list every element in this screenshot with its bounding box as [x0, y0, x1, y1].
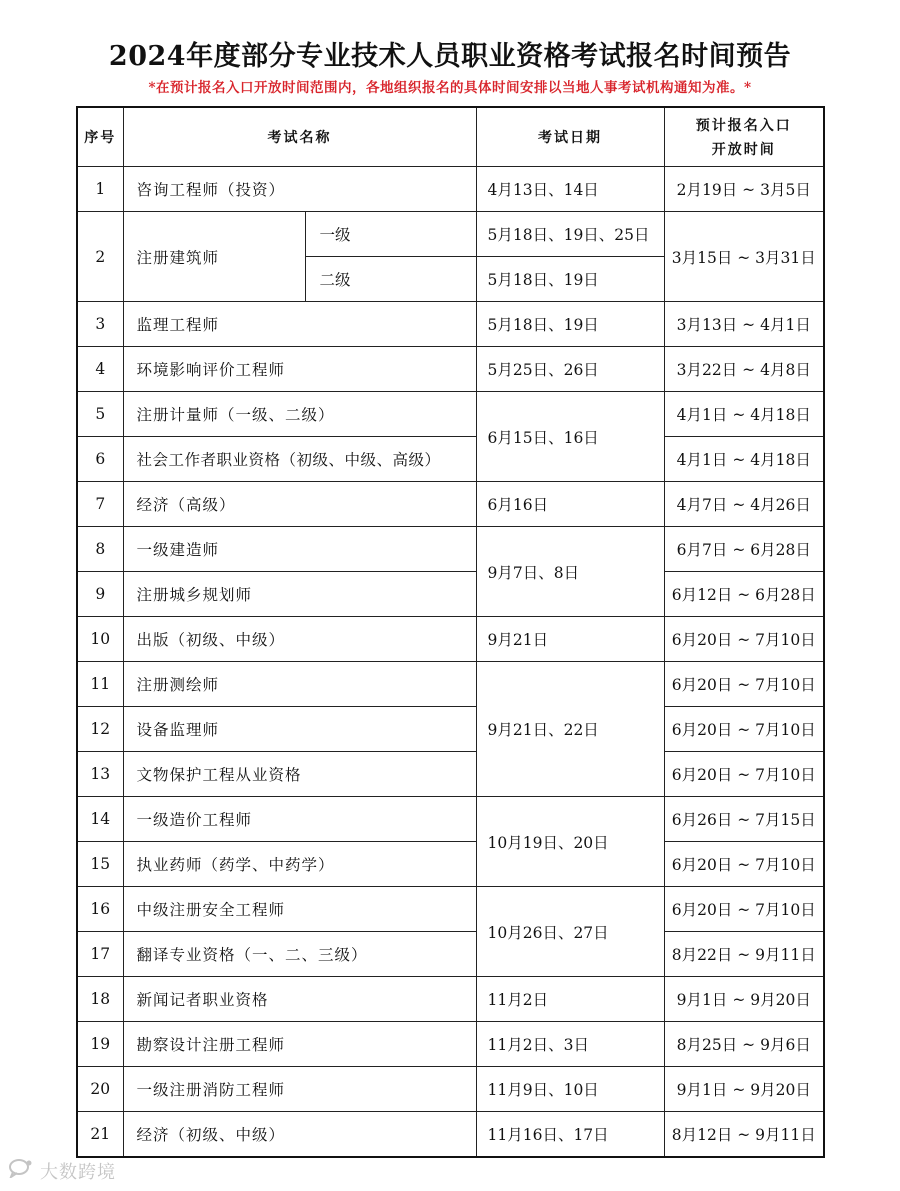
- table-row: [77, 572, 824, 617]
- exam-date: 9月7日、8日: [476, 527, 664, 617]
- exam-date: 9月21日: [476, 617, 664, 662]
- row-number: 18: [77, 977, 123, 1022]
- exam-name: 注册建筑师: [123, 212, 305, 302]
- row-number: 8: [77, 527, 123, 572]
- open-time: 6月12日 ~ 6月28日: [664, 572, 824, 617]
- row-number: 10: [77, 617, 123, 662]
- open-time: 2月19日 ~ 3月5日: [664, 167, 824, 212]
- table-row: [77, 887, 824, 932]
- row-number: 6: [77, 437, 123, 482]
- exam-name: 一级建造师: [123, 527, 476, 572]
- exam-date: 5月18日、19日、25日: [476, 212, 664, 257]
- open-time: 8月22日 ~ 9月11日: [664, 932, 824, 977]
- row-number: 11: [77, 662, 123, 707]
- exam-name: 经济（初级、中级）: [123, 1112, 476, 1158]
- exam-name: 注册计量师（一级、二级）: [123, 392, 476, 437]
- open-time: 6月20日 ~ 7月10日: [664, 617, 824, 662]
- watermark: [8, 1158, 116, 1184]
- open-time: 3月15日 ~ 3月31日: [664, 212, 824, 302]
- exam-date: 5月18日、19日: [476, 302, 664, 347]
- notice-text: *在预计报名入口开放时间范围内，各地组织报名的具体时间安排以当地人事考试机构通知为准。*: [148, 80, 752, 96]
- exam-schedule-table: [76, 106, 825, 1158]
- header-no: 序号: [77, 107, 123, 167]
- exam-name: 勘察设计注册工程师: [123, 1022, 476, 1067]
- exam-name: 新闻记者职业资格: [123, 977, 476, 1022]
- exam-date: 6月15日、16日: [476, 392, 664, 482]
- exam-date: 11月16日、17日: [476, 1112, 664, 1158]
- table-row: [77, 707, 824, 752]
- exam-name: 咨询工程师（投资）: [123, 167, 476, 212]
- document-title: 2024年度部分专业技术人员职业资格考试报名时间预告: [108, 41, 792, 72]
- row-number: 17: [77, 932, 123, 977]
- open-time: 4月1日 ~ 4月18日: [664, 392, 824, 437]
- open-time: 3月13日 ~ 4月1日: [664, 302, 824, 347]
- exam-name: 一级造价工程师: [123, 797, 476, 842]
- table-row: [77, 212, 824, 257]
- exam-name: 翻译专业资格（一、二、三级）: [123, 932, 476, 977]
- open-time: 9月1日 ~ 9月20日: [664, 977, 824, 1022]
- row-number: 1: [77, 167, 123, 212]
- row-number: 14: [77, 797, 123, 842]
- table-header-row: [77, 107, 824, 167]
- exam-name: 社会工作者职业资格（初级、中级、高级）: [123, 437, 476, 482]
- open-time: 6月20日 ~ 7月10日: [664, 662, 824, 707]
- exam-name: 经济（高级）: [123, 482, 476, 527]
- table-row: [77, 662, 824, 707]
- exam-name: 出版（初级、中级）: [123, 617, 476, 662]
- exam-name: 注册测绘师: [123, 662, 476, 707]
- table-row: [77, 617, 824, 662]
- exam-date: 11月2日: [476, 977, 664, 1022]
- watermark-text: 大数跨境: [40, 1162, 116, 1183]
- exam-level: 二级: [305, 257, 476, 302]
- exam-name: 监理工程师: [123, 302, 476, 347]
- row-number: 15: [77, 842, 123, 887]
- row-number: 5: [77, 392, 123, 437]
- exam-date: 4月13日、14日: [476, 167, 664, 212]
- table-row: [77, 1067, 824, 1112]
- exam-name: 环境影响评价工程师: [123, 347, 476, 392]
- table-row: [77, 302, 824, 347]
- exam-date: 11月2日、3日: [476, 1022, 664, 1067]
- exam-name: 设备监理师: [123, 707, 476, 752]
- row-number: 3: [77, 302, 123, 347]
- table-row: [77, 842, 824, 887]
- row-number: 20: [77, 1067, 123, 1112]
- row-number: 16: [77, 887, 123, 932]
- row-number: 9: [77, 572, 123, 617]
- exam-date: 10月19日、20日: [476, 797, 664, 887]
- row-number: 4: [77, 347, 123, 392]
- row-number: 7: [77, 482, 123, 527]
- row-number: 2: [77, 212, 123, 302]
- exam-date: 10月26日、27日: [476, 887, 664, 977]
- exam-date: 5月25日、26日: [476, 347, 664, 392]
- row-number: 19: [77, 1022, 123, 1067]
- table-row: [77, 392, 824, 437]
- open-time: 6月26日 ~ 7月15日: [664, 797, 824, 842]
- row-number: 21: [77, 1112, 123, 1158]
- table-row: [77, 932, 824, 977]
- exam-date: 6月16日: [476, 482, 664, 527]
- open-time: 8月12日 ~ 9月11日: [664, 1112, 824, 1158]
- open-time: 3月22日 ~ 4月8日: [664, 347, 824, 392]
- header-open-time: [664, 107, 824, 167]
- row-number: 13: [77, 752, 123, 797]
- exam-date: 5月18日、19日: [476, 257, 664, 302]
- header-name: 考试名称: [123, 107, 476, 167]
- open-time: 6月20日 ~ 7月10日: [664, 842, 824, 887]
- table-row: [77, 482, 824, 527]
- open-time: 6月7日 ~ 6月28日: [664, 527, 824, 572]
- exam-date: 11月9日、10日: [476, 1067, 664, 1112]
- open-time: 6月20日 ~ 7月10日: [664, 887, 824, 932]
- chat-bubble-logo-icon: [8, 1158, 34, 1183]
- table-row: [77, 437, 824, 482]
- open-time: 6月20日 ~ 7月10日: [664, 707, 824, 752]
- open-time: 4月7日 ~ 4月26日: [664, 482, 824, 527]
- table-row: [77, 1022, 824, 1067]
- table-row: [77, 347, 824, 392]
- exam-name: 文物保护工程从业资格: [123, 752, 476, 797]
- open-time: 8月25日 ~ 9月6日: [664, 1022, 824, 1067]
- table-row: [77, 527, 824, 572]
- header-date: 考试日期: [476, 107, 664, 167]
- exam-date: 9月21日、22日: [476, 662, 664, 797]
- exam-level: 一级: [305, 212, 476, 257]
- exam-name: 一级注册消防工程师: [123, 1067, 476, 1112]
- row-number: 12: [77, 707, 123, 752]
- open-time: 4月1日 ~ 4月18日: [664, 437, 824, 482]
- exam-name: 执业药师（药学、中药学）: [123, 842, 476, 887]
- open-time: 6月20日 ~ 7月10日: [664, 752, 824, 797]
- table-row: [77, 797, 824, 842]
- table-row: [77, 1112, 824, 1158]
- open-time: 9月1日 ~ 9月20日: [664, 1067, 824, 1112]
- table-row: [77, 167, 824, 212]
- exam-name: 中级注册安全工程师: [123, 887, 476, 932]
- table-row: [77, 752, 824, 797]
- exam-name: 注册城乡规划师: [123, 572, 476, 617]
- table-row: [77, 977, 824, 1022]
- header-open-line2: 开放时间: [711, 142, 776, 158]
- header-open-line1: 预计报名入口: [695, 118, 792, 134]
